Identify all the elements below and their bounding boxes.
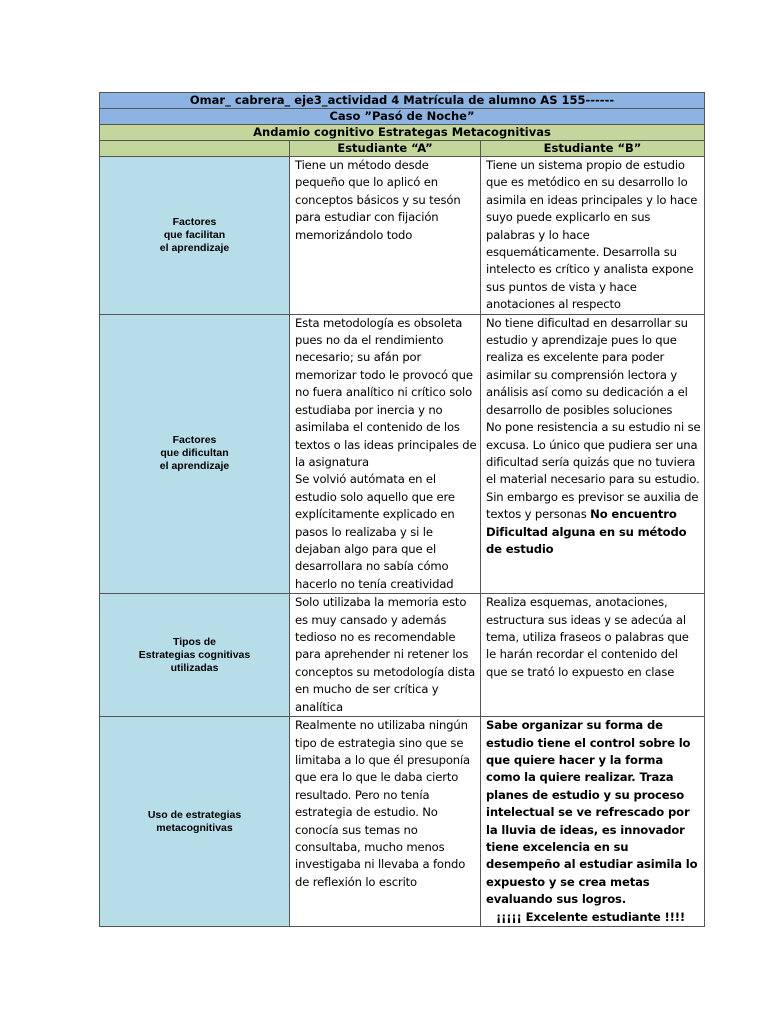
row-label: Tipos de Estrategias cognitivas utilizadas <box>100 594 290 717</box>
student-a-cell: Esta metodología es obsoleta pues no da el rendimiento necesario; su afán por memorizar todo le provocó que no fuera analítico ni crítico solo estudiaba por inercia y no asimilaba el contenido de los textos o las ideas principales de la asignatura Se volvió autómata en el estudio solo aquello que ere explícitamente explicado en pasos lo realizaba y si le dejaban algo para que el desarrollara no sabía cómo hacerlo no tenía creatividad <box>290 314 481 594</box>
excellent-student-note: ¡¡¡¡¡ Excelente estudiante !!!! <box>496 909 685 924</box>
student-b-cell: Realiza esquemas, anotaciones, estructura sus ideas y se adecúa al tema, utiliza fraseos o palabras que le harán recordar el contenido del que se trató lo expuesto en clase <box>481 594 705 717</box>
student-b-cell: Sabe organizar su forma de estudio tiene el control sobre lo que quiere hacer y la forma como la quiere realizar. Traza planes de estudio y su proceso intelectual se ve refrescado por la lluvia de ideas, es innovador tiene excelencia en su desempeño al estudiar asimila lo expuesto y se crea metas evaluando sus logros. ¡¡¡¡¡ Excelente estudiante !!!! <box>481 717 705 927</box>
header-scaffold-title: Andamio cognitivo Estrategas Metacognitivas <box>100 125 705 141</box>
header-student-a: Estudiante “A” <box>290 141 481 157</box>
header-student-info: Omar_ cabrera_ eje3_actividad 4 Matrícula de alumno AS 155------ <box>100 93 705 109</box>
row-label: Uso de estrategias metacognitivas <box>100 717 290 927</box>
student-b-cell: No tiene dificultad en desarrollar su estudio y aprendizaje pues lo que realiza es excelente para poder asimilar su comprensión lectora y análisis así como su dedicación a el desarrollo de posibles soluciones No pone resistencia a su estudio ni se excusa. Lo único que pudiera ser una dificultad sería quizás que no tuviera el material necesario para su estudio. Sin embargo es previsor se auxilia de textos y personas No encuentro Dificultad alguna en su método de estudio <box>481 314 705 594</box>
student-a-cell: Solo utilizaba la memoria esto es muy cansado y además tedioso no es recomendable para aprehender ni retener los conceptos su metodología dista en mucho de ser crítica y analítica <box>290 594 481 717</box>
bold-conclusion: No encuentro Dificultad alguna en su método de estudio <box>486 507 687 556</box>
student-a-cell: Realmente no utilizaba ningún tipo de estrategia sino que se limitaba a lo que él presuponía que era lo que le daba cierto resultado. Pero no tenía estrategia de estudio. No conocía sus temas no consultaba, mucho menos investigaba ni llevaba a fondo de reflexión lo escrito <box>290 717 481 927</box>
table-row <box>100 314 705 594</box>
header-empty-cell <box>100 141 290 157</box>
row-label: Factores que dificultan el aprendizaje <box>100 314 290 594</box>
header-student-b: Estudiante “B” <box>481 141 705 157</box>
student-b-cell: Tiene un sistema propio de estudio que es metódico en su desarrollo lo asimila en ideas principales y lo hace suyo puede explicarlo en sus palabras y lo hace esquemáticamente. Desarrolla su intelecto es crítico y analista expone sus puntos de vista y hace anotaciones al respecto <box>481 157 705 315</box>
header-case-title: Caso ”Pasó de Noche” <box>100 109 705 125</box>
table-row <box>100 717 705 927</box>
table-row <box>100 157 705 315</box>
table-row <box>100 594 705 717</box>
student-a-cell: Tiene un método desde pequeño que lo aplicó en conceptos básicos y su tesón para estudiar con fijación memorizándolo todo <box>290 157 481 315</box>
activity-table <box>99 92 705 927</box>
row-label: Factores que facilitan el aprendizaje <box>100 157 290 315</box>
